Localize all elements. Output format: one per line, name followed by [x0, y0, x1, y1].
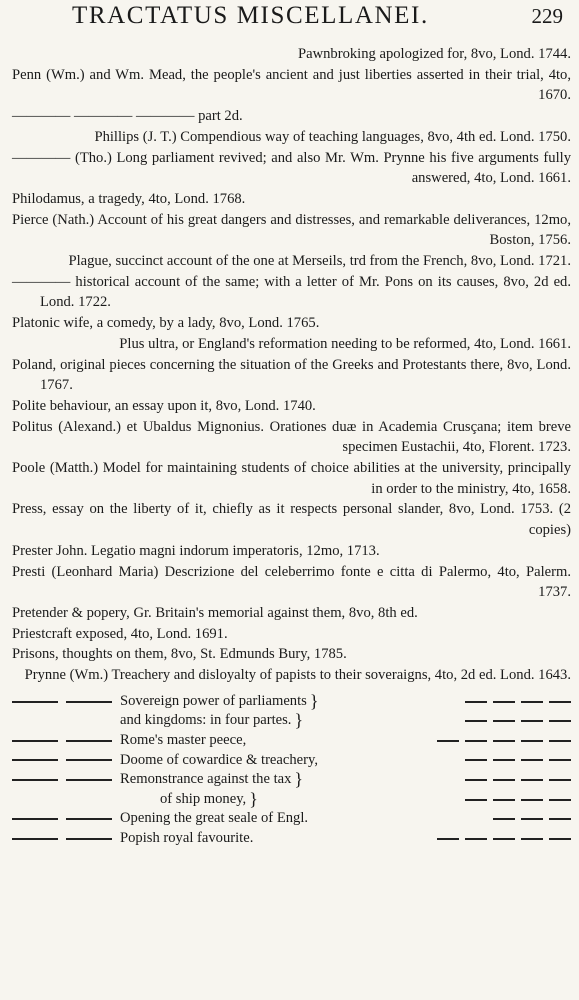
ditto-dash: [66, 838, 112, 840]
ditto-dash: [66, 818, 112, 820]
ditto-dash: [12, 779, 58, 781]
catalog-entry: Polite behaviour, an essay upon it, 8vo, Lond. 1740.: [12, 397, 316, 414]
catalog-entries: [12, 44, 571, 686]
brace-row: [12, 692, 571, 712]
catalog-entry: Plus ultra, or England's reformation needing to be reformed, 4to, Lond. 1661.: [119, 335, 571, 352]
work-title: Doome of cowardice & treachery,: [120, 751, 318, 768]
work-title: and kingdoms: in four partes.: [120, 712, 292, 729]
brace-row: [12, 770, 571, 790]
page-number: 229: [531, 4, 563, 28]
ditto-dash: [12, 759, 58, 761]
running-title: TRACTATUS MISCELLANEI.: [72, 2, 429, 29]
catalog-entry: Plague, succinct account of the one at Merseils, trd from the French, 8vo, Lond. 1721.: [68, 253, 571, 270]
brace-row: [12, 829, 571, 849]
brace-mark: }: [294, 710, 304, 731]
ditto-dash: [66, 759, 112, 761]
brace-row: [12, 711, 571, 731]
brace-row: [12, 809, 571, 829]
work-title: Sovereign power of parliaments: [120, 692, 307, 709]
catalog-entry: Pierce (Nath.) Account of his great dangers and distresses, and remarkable deliverances, 12mo, Boston, 1756.: [12, 211, 571, 249]
trailing-dashes: [309, 720, 571, 722]
ditto-dash: [12, 701, 58, 703]
catalog-entry: Penn (Wm.) and Wm. Mead, the people's ancient and just liberties asserted in their trial, 4to, 1670.: [12, 66, 571, 104]
ditto-dash: [12, 740, 58, 742]
trailing-dashes: [324, 701, 571, 703]
catalog-entry: Poole (Matth.) Model for maintaining students of choice abilities at the university, principally in order to the ministry, 4to, 1658.: [12, 460, 571, 497]
trailing-dashes: [324, 759, 571, 761]
prynne-works-list: [12, 692, 571, 849]
catalog-entry: ———— ———— ———— part 2d.: [12, 108, 243, 125]
catalog-entry: Poland, original pieces concerning the situation of the Greeks and Protestants there, 8vo, Lond. 1767.: [12, 356, 571, 394]
catalog-entry: Presti (Leonhard Maria) Descrizione del celeberrimo fonte e citta di Palermo, 4to, Palerm. 1737.: [12, 563, 571, 601]
catalog-entry: Prisons, thoughts on them, 8vo, St. Edmunds Bury, 1785.: [12, 646, 347, 663]
catalog-entry: Pawnbroking apologized for, 8vo, Lond. 1744.: [297, 46, 571, 62]
catalog-entry: Phillips (J. T.) Compendious way of teaching languages, 8vo, 4th ed. Lond. 1750.: [94, 128, 571, 145]
catalog-entry: Prester John. Legatio magni indorum imperatoris, 12mo, 1713.: [12, 542, 380, 559]
work-title: Rome's master peece,: [120, 731, 247, 748]
trailing-dashes: [259, 838, 571, 840]
catalog-entry: Platonic wife, a comedy, by a lady, 8vo, Lond. 1765.: [12, 315, 320, 332]
brace-mark: }: [294, 769, 304, 790]
catalog-entry: ———— historical account of the same; with a letter of Mr. Pons on its causes, 8vo, 2d ed. Lond. 1722.: [12, 273, 571, 311]
catalog-entry: Prynne (Wm.) Treachery and disloyalty of papists to their soveraigns, 4to, 2d ed. Lond. 1643.: [24, 667, 571, 684]
catalog-entry: Politus (Alexand.) et Ubaldus Mignonius. Orationes duæ in Academia Crusçana; item breve specimen Eustachii, 4to, Florent. 1723.: [12, 418, 571, 456]
work-title: Popish royal favourite.: [120, 829, 254, 846]
work-title: of ship money,: [160, 790, 247, 807]
catalog-entry: Pretender & popery, Gr. Britain's memorial against them, 8vo, 8th ed.: [12, 604, 418, 621]
ditto-dash: [12, 818, 58, 820]
catalog-entry: Philodamus, a tragedy, 4to, Lond. 1768.: [12, 190, 246, 207]
work-title: Opening the great seale of Engl.: [120, 810, 309, 827]
brace-mark: }: [309, 690, 319, 711]
ditto-dash: [66, 779, 112, 781]
page-header: [12, 0, 571, 42]
trailing-dashes: [309, 779, 571, 781]
trailing-dashes: [252, 740, 571, 742]
ditto-dash: [12, 838, 58, 840]
brace-mark: }: [249, 788, 258, 809]
trailing-dashes: [314, 818, 571, 820]
ditto-dash: [66, 740, 112, 742]
ditto-dash: [66, 701, 112, 703]
catalog-entry: Press, essay on the liberty of it, chiefly as it respects personal slander, 8vo, Lond. 1753. (2 copies): [12, 501, 571, 539]
catalog-entry: Priestcraft exposed, 4to, Lond. 1691.: [12, 625, 228, 642]
catalog-entry: ———— (Tho.) Long parliament revived; and also Mr. Wm. Prynne his five arguments fully answered, 4to, Lond. 1661.: [12, 149, 571, 187]
brace-row: [12, 731, 571, 751]
brace-row: [12, 790, 571, 810]
work-title: Remonstrance against the tax: [120, 771, 292, 788]
brace-row: [12, 751, 571, 771]
trailing-dashes: [264, 799, 571, 801]
